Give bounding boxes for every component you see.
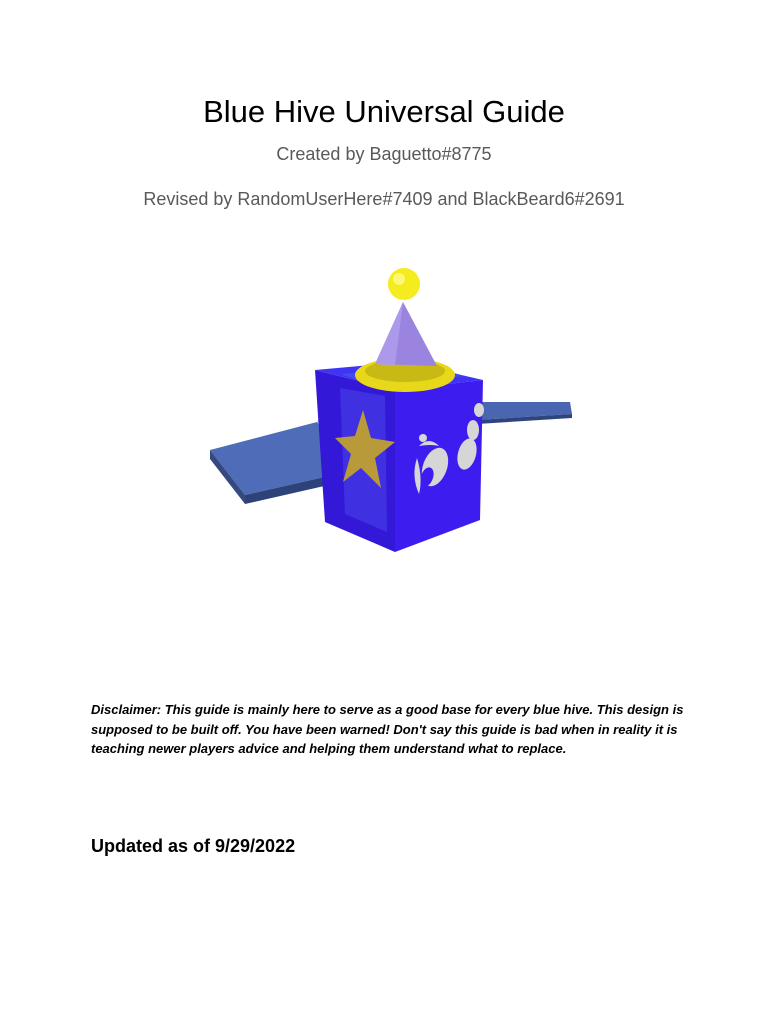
updated-date: Updated as of 9/29/2022 [91,836,296,856]
revised-by-line: Revised by RandomUserHere#7409 and BlackBeard6#2691 [143,189,625,209]
right-wing-shape [475,402,572,424]
document-title: Blue Hive Universal Guide [203,94,565,129]
disclaimer-text: Disclaimer: This guide is mainly here to serve as a good base for every blue hive. This design is supposed to be built off. You have been warned! Don't say this guide is bad when in reality it is teaching newer players advice and helping them understand what to replace. [91,702,684,756]
blue-bee-with-party-hat-icon [205,262,575,557]
hat-pompom-shape [388,268,420,300]
created-by-line: Created by Baguetto#8775 [276,144,492,164]
